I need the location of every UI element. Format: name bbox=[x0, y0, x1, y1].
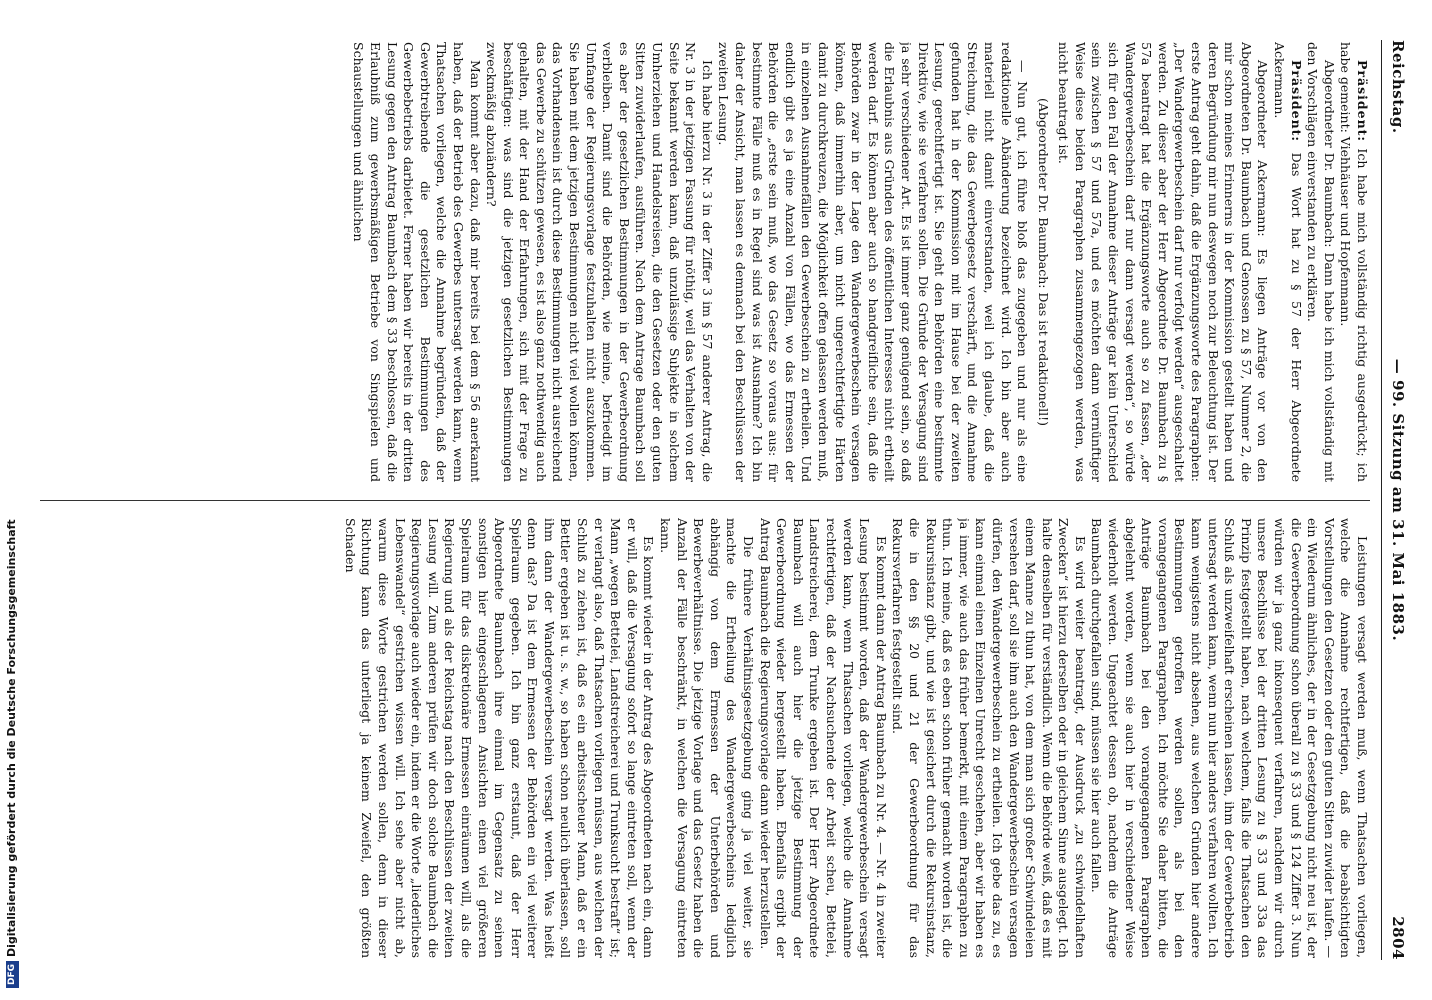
speaker-label: Präsident: bbox=[1288, 60, 1304, 143]
page-header bbox=[1386, 40, 1410, 960]
paragraph bbox=[1270, 42, 1303, 482]
column-divider bbox=[40, 500, 1370, 501]
left-column bbox=[40, 42, 1370, 482]
paragraph-text: Ich habe mich vollständig richtig ausgedrückt; ich habe gemeint: Viehhäuser und Hopfenmann. bbox=[1338, 42, 1370, 482]
paragraph bbox=[1337, 42, 1370, 482]
paragraph: Abgeordneter Dr. Baumbach: Dann habe ich mich vollständig mit den Vorschlägen einverstanden zu erklären. bbox=[1305, 42, 1337, 482]
paragraph: Ich habe hierzu Nr. 3 in der Ziffer 3 im § 57 anderer Antrag, die Nr. 3 in der jetzigen Fassung für nöthig, weil das Verhalten von der Seite bekannt werden kann, daß unzulässige Subjekte in solchem Umherziehen und Handelsreisen, die den Gesetzen oder den guten Sitten zuwiderlaufen, ausführen. Nach dem Antrage Baumbach soll es aber der gesetzlichen Bestimmungen in der Gewerbeordnung verbleiben. Damit sind die Behörden, wie meine, befriedigt im Umfange der Regierungsvorlage festzuhalten nicht auszukommen. Sie haben mit dem jetzigen Bestimmungen nicht viel wollen können, das Vorhandensein ist durch diese Bestimmungen nicht ausreichend das Gewerbe zu schützen gewesen, es ist also ganz nothwendig auch gehalten, mit der Hand der Erfahrungen, sich mit der Frage zu beschäftigen: was sind die jetzigen gesetzlichen Bestimmungen zweckmäßig abzuändern? bbox=[484, 42, 715, 482]
digitization-credit bbox=[3, 0, 21, 988]
paragraph: Abgeordneter Ackermann: Es liegen Anträge vor von den Abgeordneten Dr. Baumbach und Genossen zu § 57, Nummer 2, die mir schon meines Erinnerns in der Kommission gestellt haben und deren Begründung mir nun deswegen noch zur Beleuchtung ist. Der erste Antrag geht dahin, daß die Ergänzungsworte des Paragraphen: „Der Wandergewerbeschein darf nur verfolgt werden“ ausgeschaltet werden. Zu dieser aber der Herr Abgeordnete Dr. Baumbach zu § 57a beantragt hat die Ergänzungsworte auch so zu fassen, „der Wandergewerbeschein darf nur dann versagt werden“, so würde sich für den Fall der Annahme dieser Anträge gar kein Unterschied sein zwischen § 57 und 57a, und es möchten dann vernünftiger Weise diese beiden Paragraphen zusammengezogen werden, was nicht beantragt ist. bbox=[1056, 42, 1271, 482]
interjection: (Abgeordneter Dr. Baumbach: Das ist redaktionell!) bbox=[1035, 98, 1051, 426]
credit-text: Digitalisierung gefördert durch die Deutsche Forschungsgemeinschaft bbox=[5, 519, 18, 957]
paragraph: Die frühere Verhältnisgesetzgebung ging ja viel weiter, sie machte die Ertheilung des Wandergewerbescheins lediglich abhängig von dem Ermessen der Unterbehörden und Bewerbeverhältnisse. Die jetzige Vorlage und das Gesetz haben die Anzahl der Fälle beschränkt, in welchen die Versagung eintreten kann. bbox=[658, 518, 757, 958]
page-number: 2804 bbox=[1389, 916, 1407, 960]
speaker-label: Präsident: bbox=[1355, 60, 1370, 143]
dfg-logo: DFG bbox=[6, 961, 19, 988]
paragraph: Man kommt aber dazu, daß mir bereits bei dem § 56 anerkannt haben, daß der Betrieb des Gewerbes untersagt werden kann, wenn Thatsachen vorliegen, welche die Annahme begründen, daß der Gewerbtreibende die gesetzlichen Bestimmungen des Gewerbebetriebs darbietet. Ferner haben wir bereits in der dritten Lesung gegen den Antrag Baumbach dem § 33 beschlossen, daß die Erlaubniß zum gewerbsmäßigen Betriebe von Singspielen und Schaustellungen und ähnlichen bbox=[351, 42, 483, 482]
paragraph-text: Das Wort hat zu § 57 der Herr Abgeordnete Ackermann. bbox=[1272, 42, 1304, 482]
header-title: Reichstag. bbox=[1389, 40, 1407, 134]
paragraph: — Nun gut, ich führe bloß das zugegeben und nur als eine redaktionelle Abänderung bezeichnet wird. Ich bin aber auch materiell nicht damit einverstanden, weil ich glaube, daß die Streichung, die das Gewerbegesetz verschärft, und die Annahme gefunden hat in der Kommission mit im Hause bei der zweiten Lesung, gerechtfertigt ist. Sie geht den Behörden eine bestimmte Direktive, wie sie verfahren sollen. Die Gründe der Versagung sind ja sehr verschiedener Art. Es ist immer ganz genügend sein, so daß die Erlaubnis aus Gründen des öffentlichen Interesses nicht ertheilt werden darf. Es können aber auch so handgreifliche sein, daß die Behörden zwar in der Lage den Wandergewerbeschein versagen können, daß immerhin aber, um nicht ungerechtfertigte Härten damit zu durchkreuzen, die Möglichkeit offen gelassen werden muß, in einzelnen Ausnahmefällen den Gewerbeschein zu ertheilen. Und endlich gibt es ja eine Anzahl von Fällen, wo das Ermessen der Behörden die „erste sein muß, wo das Gesetz so voraus aus: für bestimmte Fälle muß es in Regel sind was ist Ausnahme? Ich bin daher der Ansicht, man lassen es demnach bei den Beschlüssen der zweiten Lesung. bbox=[716, 42, 1031, 482]
paragraph: Es wird weiter beantragt, der Ausdruck „zu schwindelhaften Zwecken“ ist hierzu derselben oder in gleichem Sinne ausgelegt. Ich halte denselben für verständlich. Wenn die Behörde weiß, daß es mit einem Manne zu thun hat, von dem man sich großer Schwindeleien versehen darf, soll sie ihm auch den Wandergewerbeschein versagen dürfen, den Wandergewerbeschein zu ertheilen. Ich gebe das zu, es kann einmal einen Einzelnen Unrecht geschehen, aber wir haben es ja immer, wie auch das früher bemerkt, mit einem Paragraphen zu thun. Ich meine, daß es eben schon früher gemacht worden ist, die Rekursinstanz gibt, und wie ist gesichert durch die Rekursinstanz, die in den §§ 20 und 21 der Gewerbeordnung für das Rekursverfahren festgestellt sind. bbox=[890, 518, 1088, 958]
paragraph: Es kommt wieder in der Antrag des Abgeordneten nach ein, dann er will, daß die Versagung sofort so lange eintreten soll, wenn der Mann „wegen Bettelei, Landstreicherei und Trunksucht bestraft“ ist; er verlangt also, daß Thatsachen vorliegen müssen, aus welchen der Schluß zu ziehen ist, daß es ein arbeitsscheuer Mann, daß er ein Bettler ergeben ist u. s. w., so haben schon neulich überlassen, soll ihm dann der Wandergewerbeschein versagt werden. Was heißt denn das? Da ist dem Ermessen der Behörden ein viel weiterer Spielraum gegeben. Ich bin ganz erstaunt, daß der Herr Abgeordnete Baumbach ihre einmal im Gegensatz zu seinen sonstigen hier eingeschlagenen Ansichten einen viel größeren Spielraum für das diskretionäre Ermessen einräumen will, als die Regierung und als der Reichstag nach den Beschlüssen der zweiten Lesung will. Zum anderen prüfen wir doch solche Baumbach die Regierungsvorlage auch wieder ein, indem er die Worte „liederliches Lebenswandel“ gestrichen wissen will. Ich sehe aber nicht ab, warum diese Worte gestrichen werden sollen, denn in dieser Richtung kann das unterliegt ja keinem Zweifel, den größten Schaden bbox=[342, 518, 657, 958]
paragraph: Es kommt dann der Antrag Baumbach zu Nr. 4. — Nr. 4 in zweiter Lesung bestimmt worden, daß der Wandergewerbeschein versagt werden kann, wenn Thatsachen vorliegen, welche die Annahme rechtfertigen, daß der Nachsuchende der Arbeit scheu, Bettelei, Landstreicherei, dem Trunke ergeben ist. Der Herr Abgeordnete Baumbach will auch hier die jetzige Bestimmung der Gewerbeordnung wieder hergestellt haben. Ebenfalls ergibt der Antrag Baumbach die Regierungsvorlage dann wieder herzustellen. bbox=[757, 518, 889, 958]
right-column bbox=[40, 518, 1370, 958]
header-rule bbox=[1381, 40, 1382, 960]
paragraph: Leistungen versagt werden muß, wenn Thatsachen vorliegen, welche die Annahme rechtfertigen, daß die beabsichtigten Vorstellungen den Gesetzen oder den guten Sitten zuwider laufen. — ein Wiederum ähnliches, der in der Gesetzgebung nicht neu ist, der die Gewerbeordnung schon überall zu § 33 und § 124 Ziffer 3. Nun würden wir ja ganz inkonsequent verfahren, nachdem wir durch unsere Beschlüsse bei der dritten Lesung zu § 33 und 33a das Prinzip festgestellt haben, nach welchem, falls die Thatsachen den Schluß als unzweifelhaft erscheinen lassen, ihm der Gewerbebetrieb untersagt werden kann, wenn nun hier anders verfahren wollten. Ich kann wenigstens nicht absehen, aus welchen Gründen hier andere Bestimmungen getroffen werden sollen, als bei den vorangegangenen Paragraphen. Ich möchte Sie daher bitten, die Anträge Baumbach bei den vorangegangenen Paragraphen abgelehnt worden, wenn sie auch hier in verschiedener Weise wiederholt werden. Ungeachtet dessen ob, nachdem die Anträge Baumbach durchgefallen sind, müssen sie hier auch fallen. bbox=[1089, 518, 1370, 958]
header-session: — 99. Sitzung am 31. Mai 1883. bbox=[1389, 358, 1407, 642]
